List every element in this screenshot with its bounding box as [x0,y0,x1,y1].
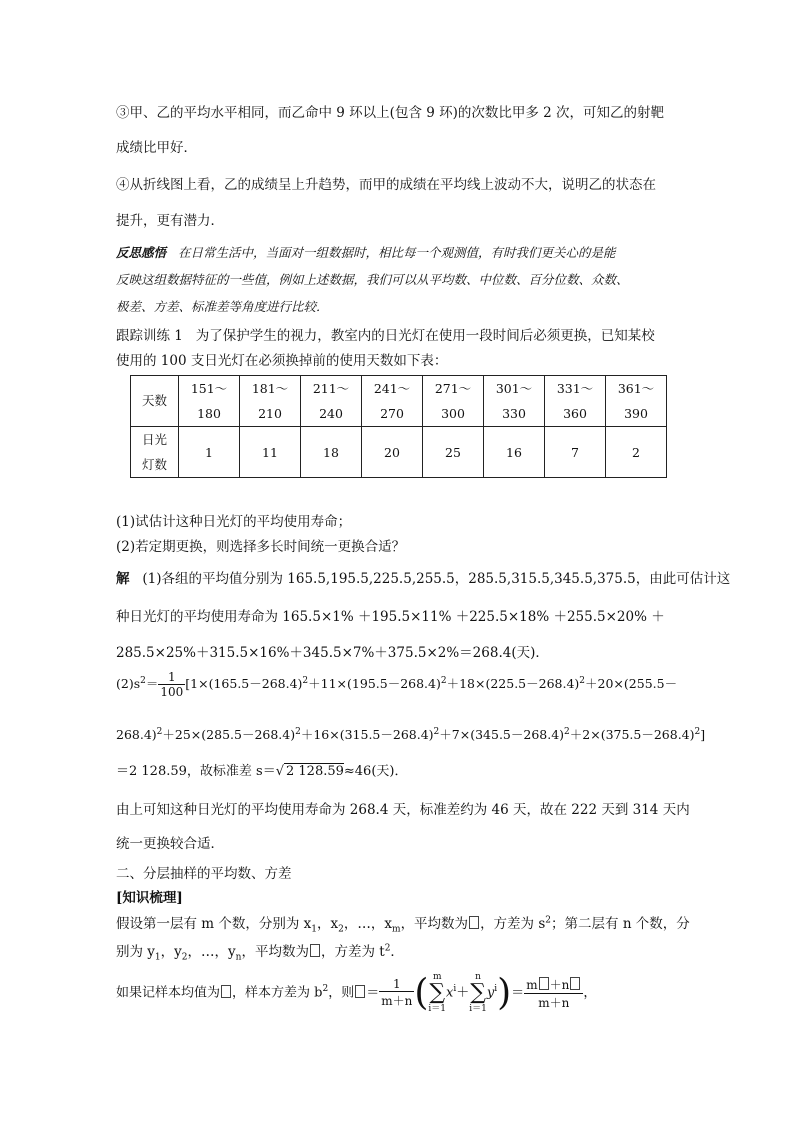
track-line-2: 使用的 100 支日光灯在必须换掉前的使用天数如下表： [116,353,448,369]
table-cell: 181～ 210 [240,376,301,427]
table-cell: 271～ 300 [423,376,484,427]
track-text: 为了保护学生的视力，教室内的日光灯在使用一段时间后必须更换，已知某校 [195,328,655,344]
reflection-line-3: 极差、方差、标准差等角度进行比较． [116,299,329,314]
knowledge-line-2: 别为 $y_1$，$y_2$，…，$y_n$，平均数为 ，方差为 $t^2$． [116,943,404,963]
variance-line-1: $(2)s^2=$ $\frac{1}{100}$ [$1\times(165.5-268.4)^2+11\times(195.5-268.4)^2+18\times(225.5-268.4)^2+20\times(255.5-$ [116,670,678,699]
fraction: $\frac{1}{100}$ [160,670,184,699]
reflection-label: 反思感悟 [116,245,167,260]
table-cell: 25 [423,427,484,478]
table-cell: 20 [362,427,423,478]
mean-placeholder-icon [469,916,479,929]
sum-icon: n ∑ i＝1 [469,972,487,1014]
solution-line-1 [116,567,730,587]
sqrt-value: 2 128.59 [286,764,344,779]
solution-line-3: 285.5×25%＋315.5×16%＋345.5×7%＋375.5×2%＝268.4(天)． [116,645,549,661]
table-cell: 241～ 270 [362,376,423,427]
solution-line-2: 种日光灯的平均使用寿命为 165.5×1% ＋195.5×11% ＋225.5×18% ＋255.5×20% ＋ [116,609,665,625]
para-4-line-1: ④从折线图上看，乙的成绩呈上升趋势，而甲的成绩在平均线上波动不大，说明乙的状态在 [116,177,656,193]
para-4-line-2: 提升，更有潜力． [116,213,224,229]
mean-placeholder-icon [221,985,231,998]
table-cell: 151～ 180 [179,376,240,427]
table-cell: 361～ 390 [606,376,667,427]
table-cell: 11 [240,427,301,478]
table-cell: 16 [484,427,545,478]
reflection-line-1 [116,243,615,261]
table-header-cell: 天数 [131,376,179,427]
track-line-1 [116,324,655,344]
knowledge-line-3: 如果记样本均值为 ，样本方差为 $b^2$，则 ＝ $\frac{1}{m+n}$ ( m ∑ i＝1 $x^i+$ n ∑ i＝1 $y^i)=$ $\frac{m +n}{m+n}$ ， [116,972,597,1014]
reflection-line-2: 反映这组数据特征的一些值，例如上述数据，我们可以从平均数、中位数、百分位数、众数、 [116,272,629,287]
table-cell: 301～ 330 [484,376,545,427]
section-title: 二、分层抽样的平均数、方差 [116,866,292,882]
knowledge-heading: [知识梳理] [116,890,183,906]
table-cell: 2 [606,427,667,478]
track-label: 跟踪训练 1 [116,328,183,344]
variance-line-3: ＝2 128.59，故标准差 s＝√ 2 128.59≈46(天)． [116,764,408,779]
conclusion-line-1: 由上可知这种日光灯的平均使用寿命为 268.4 天，标准差约为 46 天，故在 222 天到 314 天内 [116,802,690,818]
reflection-text: 在日常生活中，当面对一组数据时，相比每一个观测值，有时我们更关心的是能 [177,245,616,260]
mean-placeholder-icon [355,985,365,998]
conclusion-line-2: 统一更换较合适． [116,836,224,852]
table-cell: 211～ 240 [301,376,362,427]
para-3-line-1: ③甲、乙的平均水平相同，而乙命中 9 环以上(包含 9 环)的次数比甲多 2 次，可知乙的射靶 [116,105,665,121]
mean-placeholder-icon [310,944,320,957]
question-2: (2)若定期更换，则选择多长时间统一更换合适？ [116,539,406,555]
table-row [131,376,667,427]
solution-label: 解 [116,571,130,587]
variance-line-2: $268.4)^2+25\times(285.5-268.4)^2+16\times(315.5-268.4)^2+7\times(345.5-268.4)^2+2\times(375.5-268.4)^2$] [116,726,706,742]
table-row [131,427,667,478]
fraction: $\frac{1}{m+n}$ [381,977,413,1008]
question-1: (1)试估计这种日光灯的平均使用寿命； [116,514,352,530]
right-paren: ) [497,972,512,1014]
lamp-table [130,375,667,478]
fraction: $\frac{m +n}{m+n}$ [524,976,583,1011]
table-cell: 18 [301,427,362,478]
table-cell: 7 [545,427,606,478]
para-3-line-2: 成绩比甲好． [116,140,197,156]
table-cell: 331～ 360 [545,376,606,427]
sum-icon: m ∑ i＝1 [428,972,447,1014]
table-cell: 1 [179,427,240,478]
table-header-cell: 日光 灯数 [131,427,179,478]
left-paren: ( [414,972,429,1014]
solution-text: (1)各组的平均值分别为 165.5,195.5,225.5,255.5，285.5,315.5,345.5,375.5，由此可估计这 [142,571,731,587]
knowledge-line-1: 假设第一层有 m 个数，分别为 $x_1$，$x_2$，…，$x_m$，平均数为 ，方差为 $s^2$；第二层有 n 个数，分 [116,915,690,935]
